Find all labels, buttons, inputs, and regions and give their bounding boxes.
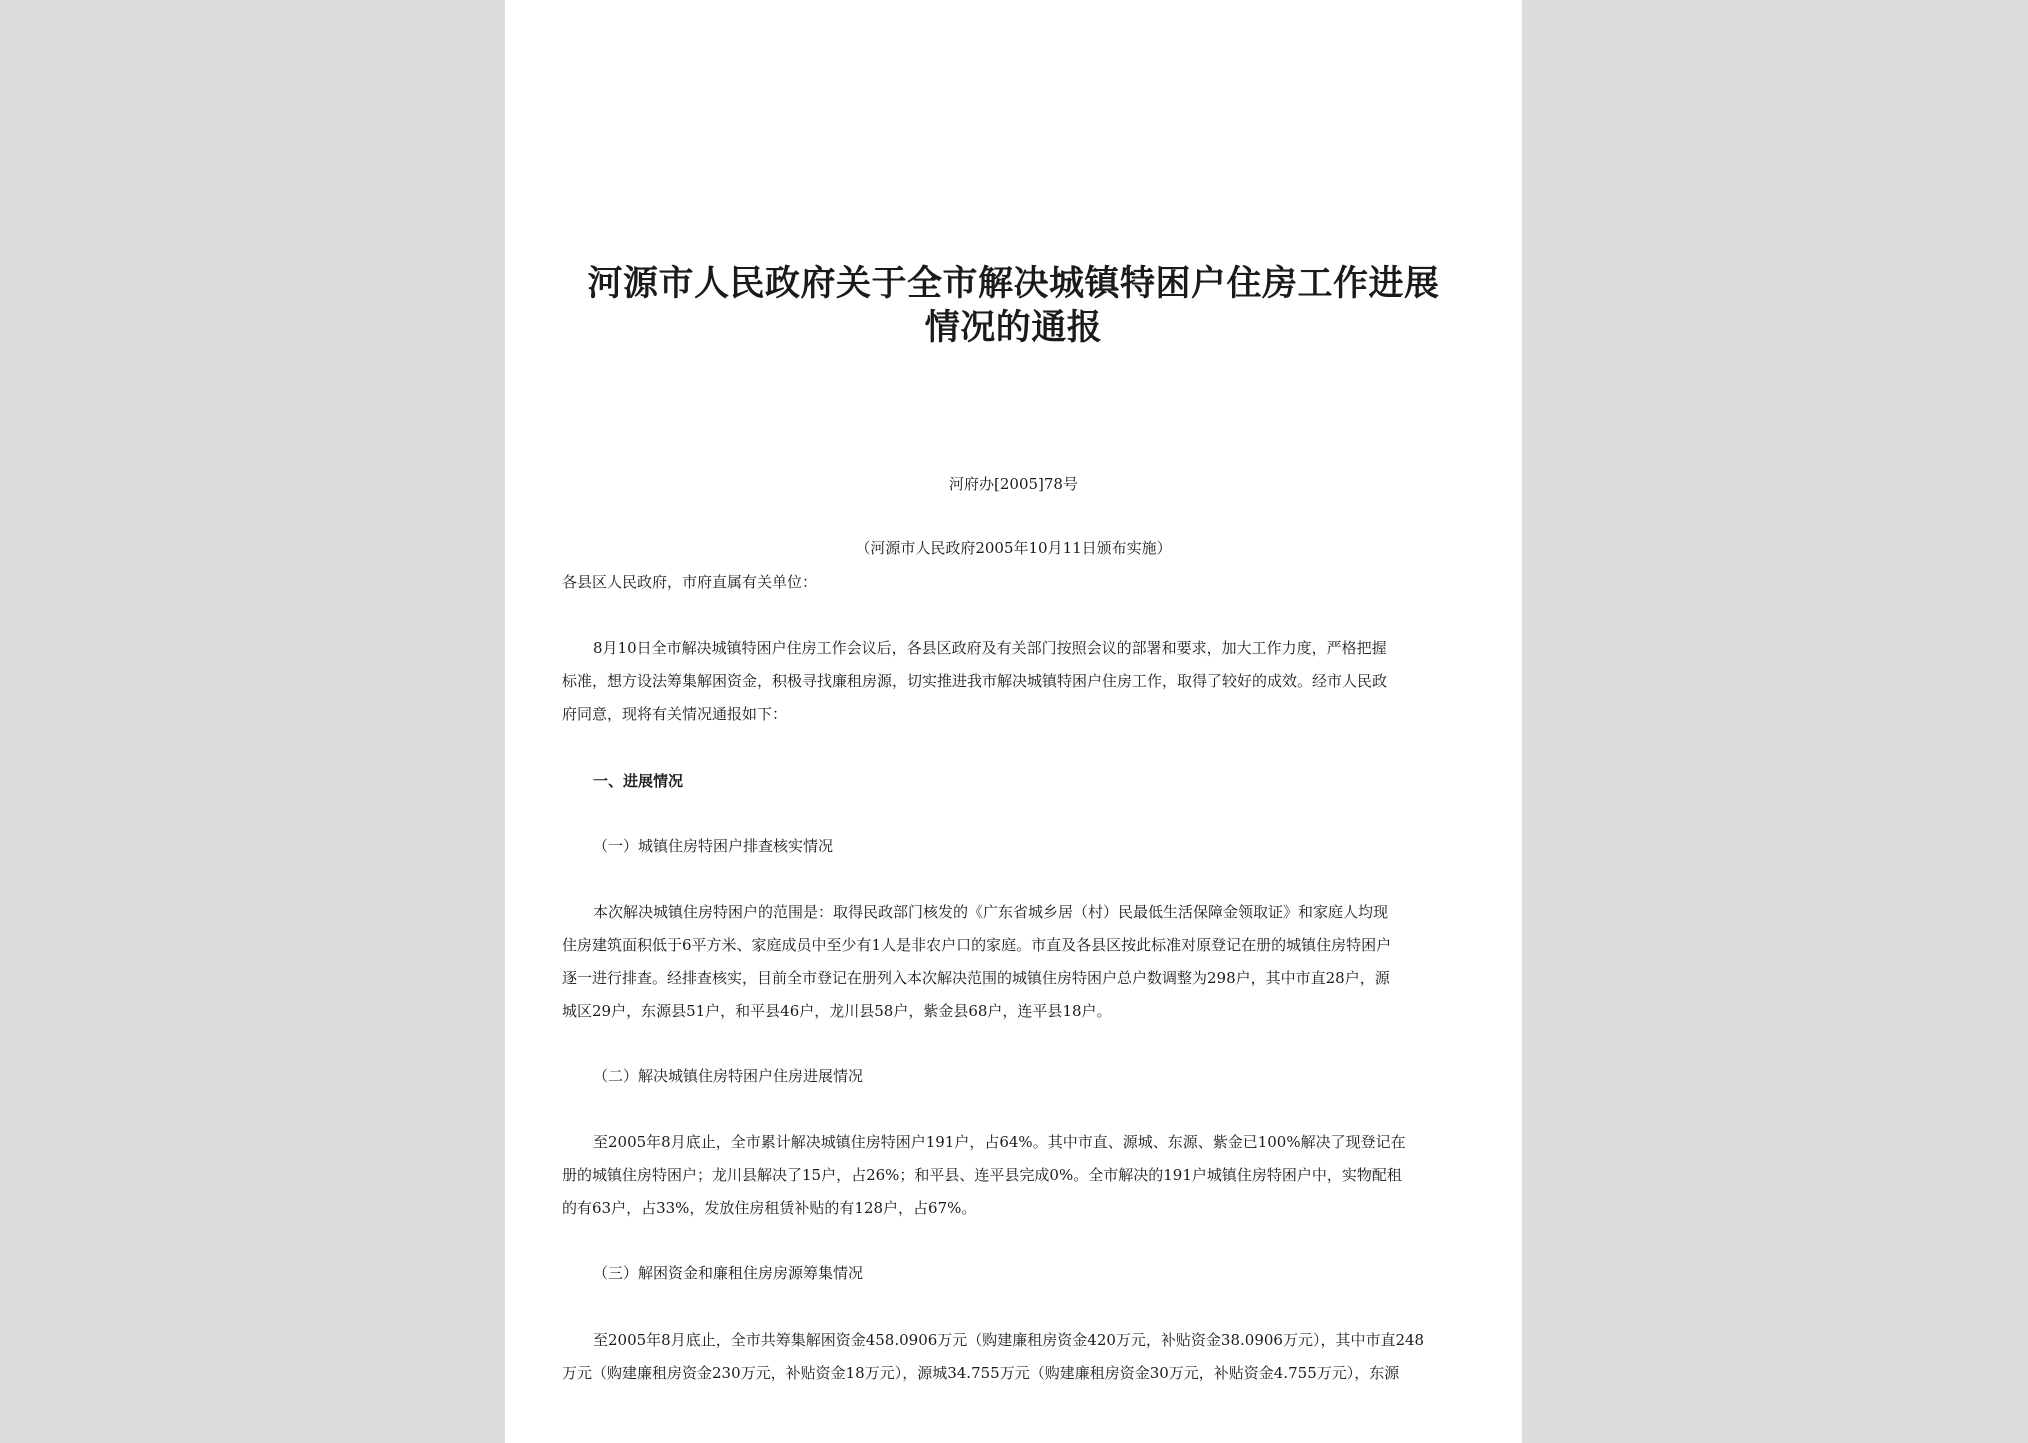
body-line: 万元（购建廉租房资金230万元，补贴资金18万元），源城34.755万元（购建廉租房资金30万元，补贴资金4.755万元），东源 — [562, 1364, 1400, 1382]
body-line: 本次解决城镇住房特困户的范围是：取得民政部门核发的《广东省城乡居（村）民最低生活保障金领取证》和家庭人均现 — [593, 903, 1389, 921]
document-page — [505, 0, 1522, 1443]
document-title — [545, 262, 1482, 350]
body-line: 逐一进行排查。经排查核实，目前全市登记在册列入本次解决范围的城镇住房特困户总户数调整为298户，其中市直28户，源 — [562, 969, 1390, 987]
intro-line: 府同意，现将有关情况通报如下： — [562, 705, 788, 723]
body-line: 城区29户，东源县51户，和平县46户，龙川县58户，紫金县68户，连平县18户。 — [562, 1002, 1112, 1020]
subsection-heading: （二）解决城镇住房特困户住房进展情况 — [593, 1067, 864, 1085]
intro-line: 标准，想方设法筹集解困资金，积极寻找廉租房源，切实推进我市解决城镇特困户住房工作，取得了较好的成效。经市人民政 — [562, 672, 1388, 690]
title-line-1: 河源市人民政府关于全市解决城镇特困户住房工作进展 — [587, 263, 1440, 304]
body-line: 至2005年8月底止，全市共筹集解困资金458.0906万元（购建廉租房资金420万元，补贴资金38.0906万元），其中市直248 — [593, 1331, 1425, 1349]
intro-line: 8月10日全市解决城镇特困户住房工作会议后，各县区政府及有关部门按照会议的部署和要求，加大工作力度，严格把握 — [593, 639, 1387, 657]
document-number: 河府办[2005]78号 — [949, 475, 1078, 493]
title-line-2: 情况的通报 — [924, 307, 1103, 348]
addressee: 各县区人民政府，市府直属有关单位： — [562, 573, 818, 591]
issued-note: （河源市人民政府2005年10月11日颁布实施） — [855, 539, 1172, 557]
body-line: 住房建筑面积低于6平方米、家庭成员中至少有1人是非农户口的家庭。市直及各县区按此标准对原登记在册的城镇住房特困户 — [562, 936, 1392, 954]
body-line: 至2005年8月底止，全市累计解决城镇住房特困户191户，占64%。其中市直、源城、东源、紫金已100%解决了现登记在 — [593, 1133, 1406, 1151]
subsection-heading: （一）城镇住房特困户排查核实情况 — [593, 837, 834, 855]
body-line: 册的城镇住房特困户；龙川县解决了15户，占26%；和平县、连平县完成0%。全市解决的191户城镇住房特困户中，实物配租 — [562, 1166, 1402, 1184]
section-heading: 一、进展情况 — [593, 772, 684, 790]
body-line: 的有63户，占33%，发放住房租赁补贴的有128户，占67%。 — [562, 1199, 977, 1217]
subsection-heading: （三）解困资金和廉租住房房源筹集情况 — [593, 1264, 864, 1282]
